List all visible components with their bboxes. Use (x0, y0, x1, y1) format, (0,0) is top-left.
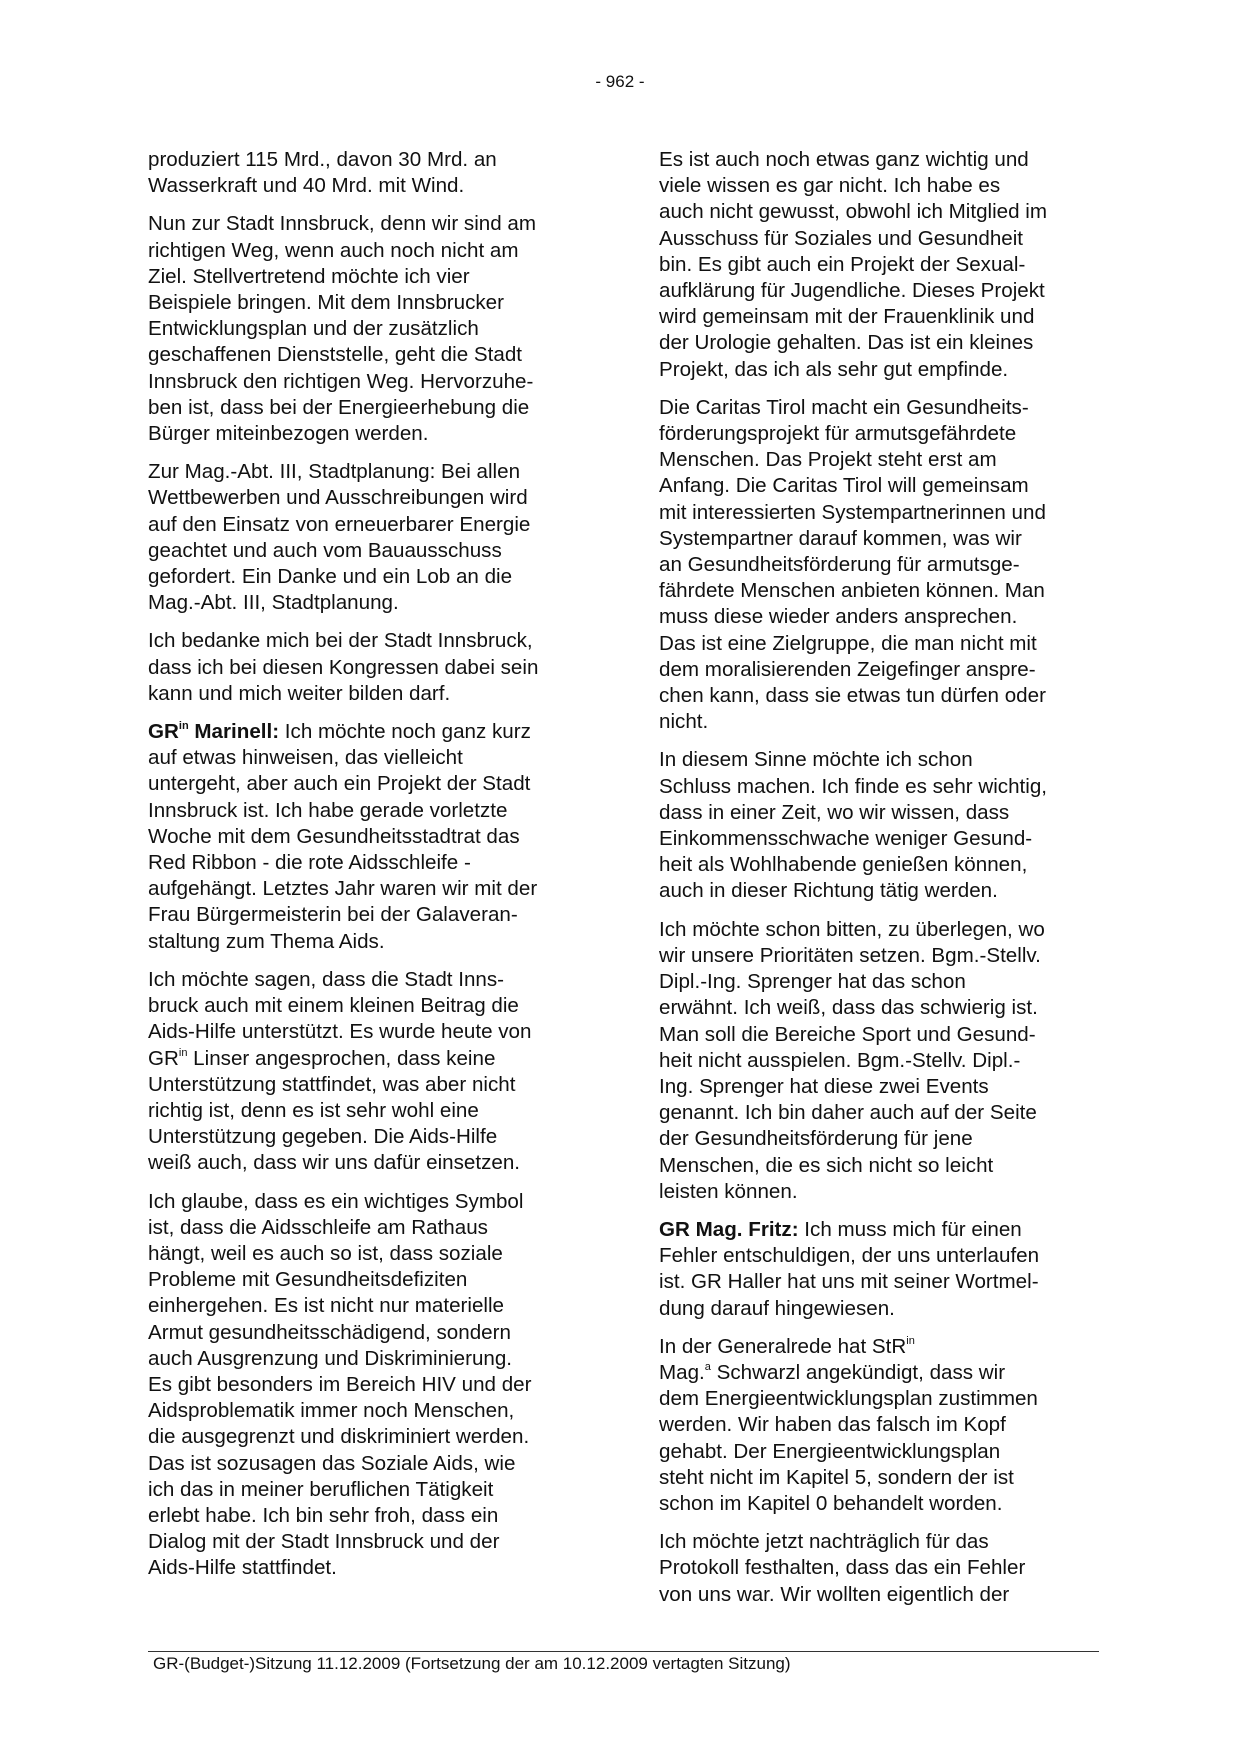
paragraph: Ich möchte jetzt nachträglich für das Protokoll festhalten, dass das ein Fehler von uns war. Wir wollten eigentlich der (659, 1530, 1026, 1606)
speech-text: Ich möchte noch ganz kurz auf etwas hinweisen, das vielleicht untergeht, aber auch ein Projekt der Stadt Innsbruck ist. Ich habe gerade vorletzte Woche mit dem Gesundheitsstadtrat das Red Ribbon - die rote Aidsschleife - aufgehängt. Letztes Jahr waren wir mit der Frau Bürgermeisterin bei der Galaveran- staltung zum Thema Aids. (148, 720, 538, 953)
paragraph: Nun zur Stadt Innsbruck, denn wir sind am richtigen Weg, wenn auch noch nicht am Ziel. Stellvertretend möchte ich vier Beispiele bringen. Mit dem Innsbrucker Entwicklungsplan und der zusätzlich geschaffenen Dienststelle, geht die Stadt Innsbruck den richtigen Weg. Hervorzuhe- ben ist, dass bei der Energieerhebung die Bürger miteinbezogen werden. (148, 212, 537, 446)
paragraph: Ich glaube, dass es ein wichtiges Symbol ist, dass die Aidsschleife am Rathaus hängt, weil es auch so ist, dass soziale Probleme mit Gesundheitsdefiziten einhergehen. Es ist nicht nur materielle Armut gesundheitsschädigend, sondern auch Ausgrenzung und Diskriminierung. Es gibt besonders im Bereich HIV und der Aidsproblematik immer noch Menschen, die ausgegrenzt und diskriminiert werden. Das ist sozusagen das Soziale Aids, wie ich das in meiner beruflichen Tätigkeit erlebt habe. Ich bin sehr froh, dass ein Dialog mit der Stadt Innsbruck und der Aids-Hilfe stattfindet. (148, 1189, 532, 1580)
speech-text: Ich muss mich für einen Fehler entschuldigen, der uns unterlaufen ist. GR Haller hat uns mit seiner Wortmel- dung darauf hingewiesen. (659, 1217, 1040, 1320)
paragraph: Ich bedanke mich bei der Stadt Innsbruck, dass ich bei diesen Kongressen dabei sein kann und mich weiter bilden darf. (148, 629, 539, 705)
left-column (148, 147, 588, 1594)
paragraph: Die Caritas Tirol macht ein Gesundheits- förderungsprojekt für armutsgefährdete Menschen. Das Projekt steht erst am Anfang. Die Caritas Tirol will gemeinsam mit interessierten Systempartnerinnen und Systempartner darauf kommen, was wir an Gesundheitsförderung für armutsge- fährdete Menschen anbieten können. Man muss diese wieder anders ansprechen. Das ist eine Zielgruppe, die man nicht mit dem moralisierenden Zeigefinger anspre- chen kann, dass sie etwas tun dürfen oder nicht. (659, 395, 1046, 734)
speech-fritz (659, 1217, 1099, 1322)
speaker-name: GR Mag. Fritz: (659, 1217, 799, 1241)
speech-marinell (148, 719, 588, 955)
page-number: - 962 - (595, 72, 645, 91)
paragraph: produziert 115 Mrd., davon 30 Mrd. an Wasserkraft und 40 Mrd. mit Wind. (148, 148, 497, 198)
speaker-name: $GR^{in}$ Marinell: (148, 720, 280, 744)
paragraph: Es ist auch noch etwas ganz wichtig und viele wissen es gar nicht. Ich habe es auch nicht gewusst, obwohl ich Mitglied im Ausschuss für Soziales und Gesundheit bin. Es gibt auch ein Projekt der Sexual- aufklärung für Jugendliche. Dieses Projekt wird gemeinsam mit der Frauenklinik und der Urologie gehalten. Das ist ein kleines Projekt, das ich als sehr gut empfinde. (659, 148, 1048, 381)
footer-divider (148, 1651, 1099, 1652)
paragraph: Zur Mag.-Abt. III, Stadtplanung: Bei allen Wettbewerben und Ausschreibungen wird auf den Einsatz von erneuerbarer Energie geachtet und auch vom Bauausschuss gefordert. Ein Danke und ein Lob an die Mag.-Abt. III, Stadtplanung. (148, 460, 531, 615)
right-column (659, 147, 1099, 1620)
paragraph: In der Generalrede hat StR$^{in}$ Mag.$^a$ Schwarzl angekündigt, dass wir dem Energieentwicklungsplan zustimmen werden. Wir haben das falsch im Kopf gehabt. Der Energieentwicklungsplan steht nicht im Kapitel 5, sondern der ist schon im Kapitel 0 behandelt worden. (659, 1334, 1038, 1515)
paragraph: In diesem Sinne möchte ich schon Schluss machen. Ich finde es sehr wichtig, dass in einer Zeit, wo wir wissen, dass Einkommensschwache weniger Gesund- heit als Wohlhabende genießen können, auch in dieser Richtung tätig werden. (659, 748, 1048, 903)
paragraph: Ich möchte schon bitten, zu überlegen, wo wir unsere Prioritäten setzen. Bgm.-Stellv. Dipl.-Ing. Sprenger hat das schon erwähnt. Ich weiß, dass das schwierig ist. Man soll die Bereiche Sport und Gesund- heit nicht ausspielen. Bgm.-Stellv. Dipl.- Ing. Sprenger hat diese zwei Events genannt. Ich bin daher auch auf der Seite der Gesundheitsförderung für jene Menschen, die es sich nicht so leicht leisten können. (659, 917, 1045, 1203)
paragraph: Ich möchte sagen, dass die Stadt Inns- bruck auch mit einem kleinen Beitrag die Aids-Hilfe unterstützt. Es wurde heute von $GR^{in}$ Linser angesprochen, dass keine Unterstützung stattfindet, was aber nicht richtig ist, denn es ist sehr wohl eine Unterstützung gegeben. Die Aids-Hilfe weiß auch, dass wir uns dafür einsetzen. (148, 967, 532, 1175)
footer-text: GR-(Budget-)Sitzung 11.12.2009 (Fortsetzung der am 10.12.2009 vertagten Sitzung) (153, 1654, 791, 1673)
